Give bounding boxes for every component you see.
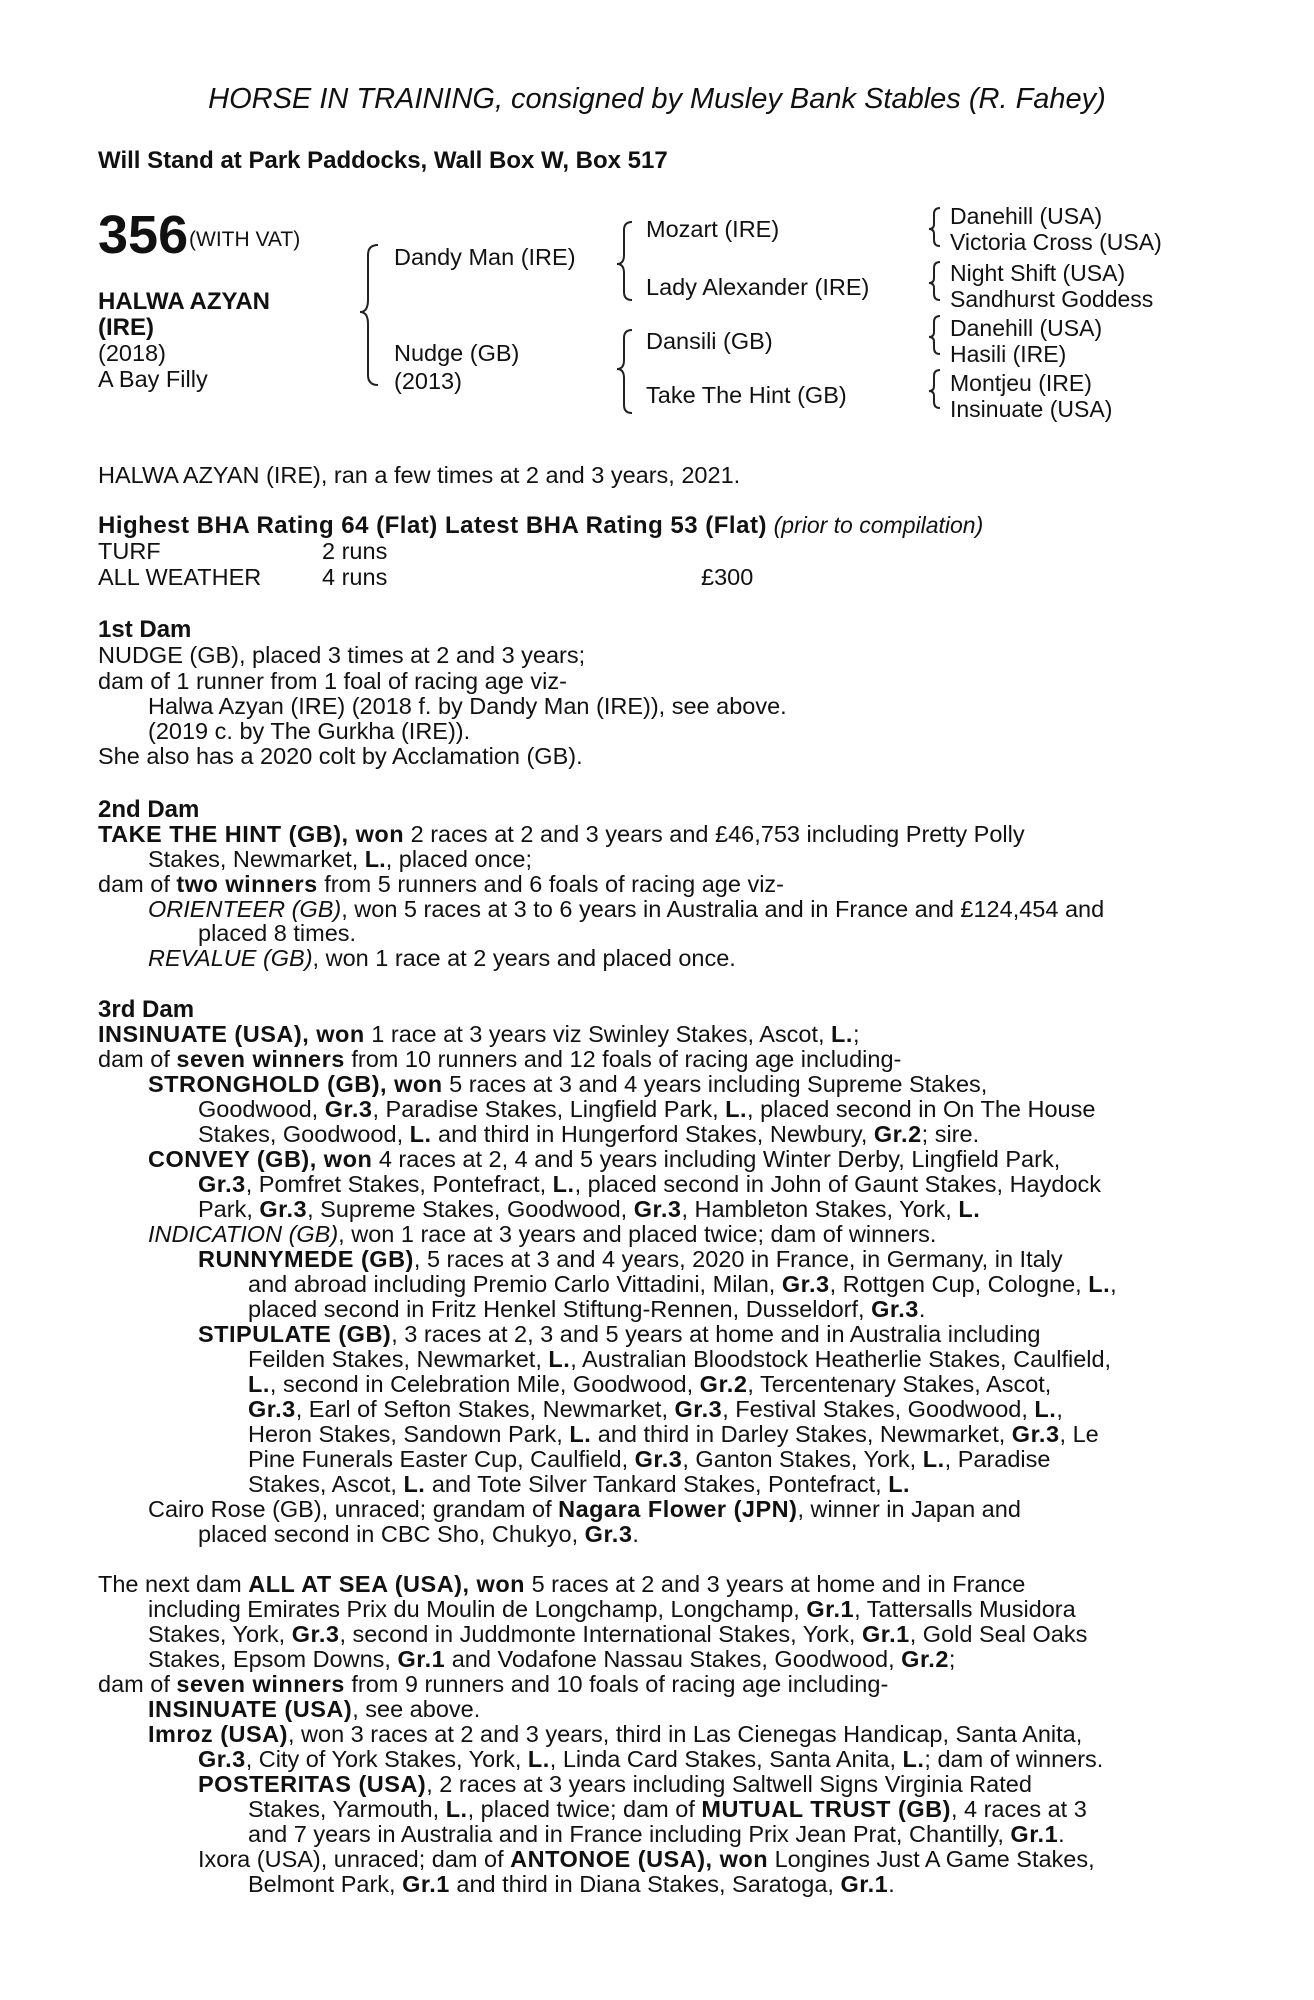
pedigree-g3-1: Danehill (USA) bbox=[950, 203, 1103, 229]
third-dam-line: Park, Gr.3, Supreme Stakes, Goodwood, Gr.3, Hambleton Stakes, York, L. bbox=[198, 1196, 981, 1222]
aw-runs: 4 runs bbox=[322, 564, 388, 590]
vat-note: (WITH VAT) bbox=[189, 228, 301, 251]
bha-rating-note: (prior to compilation) bbox=[773, 512, 984, 538]
third-dam-line: Heron Stakes, Sandown Park, L. and third in Darley Stakes, Newmarket, Gr.3, Le bbox=[248, 1421, 1099, 1447]
third-dam-line: Stakes, Goodwood, L. and third in Hungerford Stakes, Newbury, Gr.2; sire. bbox=[198, 1121, 980, 1147]
next-dam-line: Stakes, Yarmouth, L., placed twice; dam of MUTUAL TRUST (GB), 4 races at 3 bbox=[248, 1796, 1087, 1822]
pedigree-g3-3: Night Shift (USA) bbox=[950, 260, 1126, 286]
third-dam-line: INDICATION (GB), won 1 race at 3 years and placed twice; dam of winners. bbox=[148, 1221, 937, 1247]
pedigree-sire-dam: Lady Alexander (IRE) bbox=[646, 274, 870, 300]
pedigree-g3-2: Victoria Cross (USA) bbox=[950, 229, 1162, 255]
second-dam-line: TAKE THE HINT (GB), won 2 races at 2 and 3 years and £46,753 including Pretty Polly bbox=[98, 821, 1025, 847]
bha-rating bbox=[98, 514, 983, 538]
pedigree-sire-sire: Mozart (IRE) bbox=[646, 216, 780, 242]
second-dam-line: REVALUE (GB), won 1 race at 2 years and placed once. bbox=[148, 945, 736, 971]
second-dam-line: Stakes, Newmarket, L., placed once; bbox=[148, 846, 533, 872]
third-dam-line: placed second in CBC Sho, Chukyo, Gr.3. bbox=[198, 1521, 639, 1547]
third-dam-line: Goodwood, Gr.3, Paradise Stakes, Lingfield Park, L., placed second in On The House bbox=[198, 1096, 1096, 1122]
pedigree-g3-5: Danehill (USA) bbox=[950, 315, 1103, 341]
third-dam-line: RUNNYMEDE (GB), 5 races at 3 and 4 years, 2020 in France, in Germany, in Italy bbox=[198, 1246, 1063, 1272]
third-dam-line: STRONGHOLD (GB), won 5 races at 3 and 4 years including Supreme Stakes, bbox=[148, 1071, 988, 1097]
pedigree-dam-sire: Dansili (GB) bbox=[646, 328, 773, 354]
third-dam-line: Stakes, Ascot, L. and Tote Silver Tankard Stakes, Pontefract, L. bbox=[248, 1471, 911, 1497]
first-dam-line: She also has a 2020 colt by Acclamation (GB). bbox=[98, 743, 583, 769]
race-summary: HALWA AZYAN (IRE), ran a few times at 2 and 3 years, 2021. bbox=[98, 462, 741, 488]
bha-rating-values: Highest BHA Rating 64 (Flat) Latest BHA Rating 53 (Flat) bbox=[98, 512, 767, 539]
pedigree-g3-8: Insinuate (USA) bbox=[950, 396, 1113, 422]
aw-label: ALL WEATHER bbox=[98, 564, 262, 590]
third-dam-line: L., second in Celebration Mile, Goodwood, Gr.2, Tercentenary Stakes, Ascot, bbox=[248, 1371, 1052, 1397]
pedigree-g3-7: Montjeu (IRE) bbox=[950, 370, 1092, 396]
third-dam-line: Gr.3, Earl of Sefton Stakes, Newmarket, Gr.3, Festival Stakes, Goodwood, L., bbox=[248, 1396, 1063, 1422]
second-dam-line: dam of two winners from 5 runners and 6 foals of racing age viz- bbox=[98, 871, 784, 897]
third-dam-line: Pine Funerals Easter Cup, Caulfield, Gr.3, Ganton Stakes, York, L., Paradise bbox=[248, 1446, 1051, 1472]
pedigree-dam-year: (2013) bbox=[394, 368, 462, 394]
turf-label: TURF bbox=[98, 538, 161, 564]
lot-number: 356 bbox=[98, 205, 189, 265]
next-dam-line: The next dam ALL AT SEA (USA), won 5 races at 2 and 3 years at home and in France bbox=[98, 1571, 1026, 1597]
third-dam-line: Gr.3, Pomfret Stakes, Pontefract, L., placed second in John of Gaunt Stakes, Haydock bbox=[198, 1171, 1102, 1197]
next-dam-line: POSTERITAS (USA), 2 races at 3 years including Saltwell Signs Virginia Rated bbox=[198, 1771, 1032, 1797]
horse-description: A Bay Filly bbox=[98, 366, 208, 392]
second-dam-name: TAKE THE HINT (GB), won bbox=[98, 821, 405, 847]
next-dam-line: and 7 years in Australia and in France including Prix Jean Prat, Chantilly, Gr.1. bbox=[248, 1821, 1065, 1847]
page-title: HORSE IN TRAINING, consigned by Musley Bank Stables (R. Fahey) bbox=[208, 83, 1106, 115]
pedigree-g3-4: Sandhurst Goddess bbox=[950, 286, 1154, 312]
third-dam-line: STIPULATE (GB), 3 races at 2, 3 and 5 years at home and in Australia including bbox=[198, 1321, 1041, 1347]
third-dam-line: INSINUATE (USA), won 1 race at 3 years viz Swinley Stakes, Ascot, L.; bbox=[98, 1021, 860, 1047]
third-dam-line: and abroad including Premio Carlo Vittadini, Milan, Gr.3, Rottgen Cup, Cologne, L., bbox=[248, 1271, 1117, 1297]
pedigree-g3-6: Hasili (IRE) bbox=[950, 341, 1067, 367]
turf-runs: 2 runs bbox=[322, 538, 388, 564]
next-dam-line: Belmont Park, Gr.1 and third in Diana Stakes, Saratoga, Gr.1. bbox=[248, 1871, 895, 1897]
aw-prize: £300 bbox=[701, 564, 754, 590]
next-dam-line: Stakes, Epsom Downs, Gr.1 and Vodafone Nassau Stakes, Goodwood, Gr.2; bbox=[148, 1646, 956, 1672]
first-dam-line: dam of 1 runner from 1 foal of racing age viz- bbox=[98, 668, 567, 694]
next-dam-line: Imroz (USA), won 3 races at 2 and 3 years, third in Las Cienegas Handicap, Santa Anita, bbox=[148, 1721, 1083, 1747]
third-dam-line: dam of seven winners from 10 runners and 12 foals of racing age including- bbox=[98, 1046, 902, 1072]
third-dam-line: Feilden Stakes, Newmarket, L., Australian Bloodstock Heatherlie Stakes, Caulfield, bbox=[248, 1346, 1112, 1372]
third-dam-line: placed second in Fritz Henkel Stiftung-Rennen, Dusseldorf, Gr.3. bbox=[248, 1296, 926, 1322]
third-dam-line: Cairo Rose (GB), unraced; grandam of Nagara Flower (JPN), winner in Japan and bbox=[148, 1496, 1021, 1522]
second-dam-line: ORIENTEER (GB), won 5 races at 3 to 6 years in Australia and in France and £124,454 and bbox=[148, 896, 1105, 922]
pedigree-dam-dam: Take The Hint (GB) bbox=[646, 382, 847, 408]
stand-location: Will Stand at Park Paddocks, Wall Box W, Box 517 bbox=[98, 147, 668, 174]
next-dam-line: including Emirates Prix du Moulin de Longchamp, Longchamp, Gr.1, Tattersalls Musidora bbox=[148, 1596, 1076, 1622]
third-dam-line: CONVEY (GB), won 4 races at 2, 4 and 5 years including Winter Derby, Lingfield Park, bbox=[148, 1146, 1061, 1172]
horse-name-suffix: (IRE) bbox=[98, 314, 154, 341]
first-dam-line: NUDGE (GB), placed 3 times at 2 and 3 years; bbox=[98, 642, 586, 668]
next-dam-line: INSINUATE (USA), see above. bbox=[148, 1696, 481, 1722]
pedigree-sire: Dandy Man (IRE) bbox=[394, 244, 576, 270]
next-dam-line: Gr.3, City of York Stakes, York, L., Linda Card Stakes, Santa Anita, L.; dam of winners. bbox=[198, 1746, 1104, 1772]
second-dam-line: placed 8 times. bbox=[198, 920, 357, 946]
pedigree-dam: Nudge (GB) bbox=[394, 340, 520, 366]
horse-year: (2018) bbox=[98, 340, 166, 366]
first-dam-line: Halwa Azyan (IRE) (2018 f. by Dandy Man (IRE)), see above. bbox=[148, 693, 787, 719]
first-dam-line: (2019 c. by The Gurkha (IRE)). bbox=[148, 718, 471, 744]
next-dam-line: Stakes, York, Gr.3, second in Juddmonte International Stakes, York, Gr.1, Gold Seal Oaks bbox=[148, 1621, 1088, 1647]
horse-name: HALWA AZYAN bbox=[98, 288, 271, 315]
second-dam-heading: 2nd Dam bbox=[98, 796, 200, 823]
next-dam-line: dam of seven winners from 9 runners and 10 foals of racing age including- bbox=[98, 1671, 889, 1697]
third-dam-heading: 3rd Dam bbox=[98, 996, 195, 1023]
first-dam-heading: 1st Dam bbox=[98, 616, 192, 643]
next-dam-line: Ixora (USA), unraced; dam of ANTONOE (USA), won Longines Just A Game Stakes, bbox=[198, 1846, 1095, 1872]
